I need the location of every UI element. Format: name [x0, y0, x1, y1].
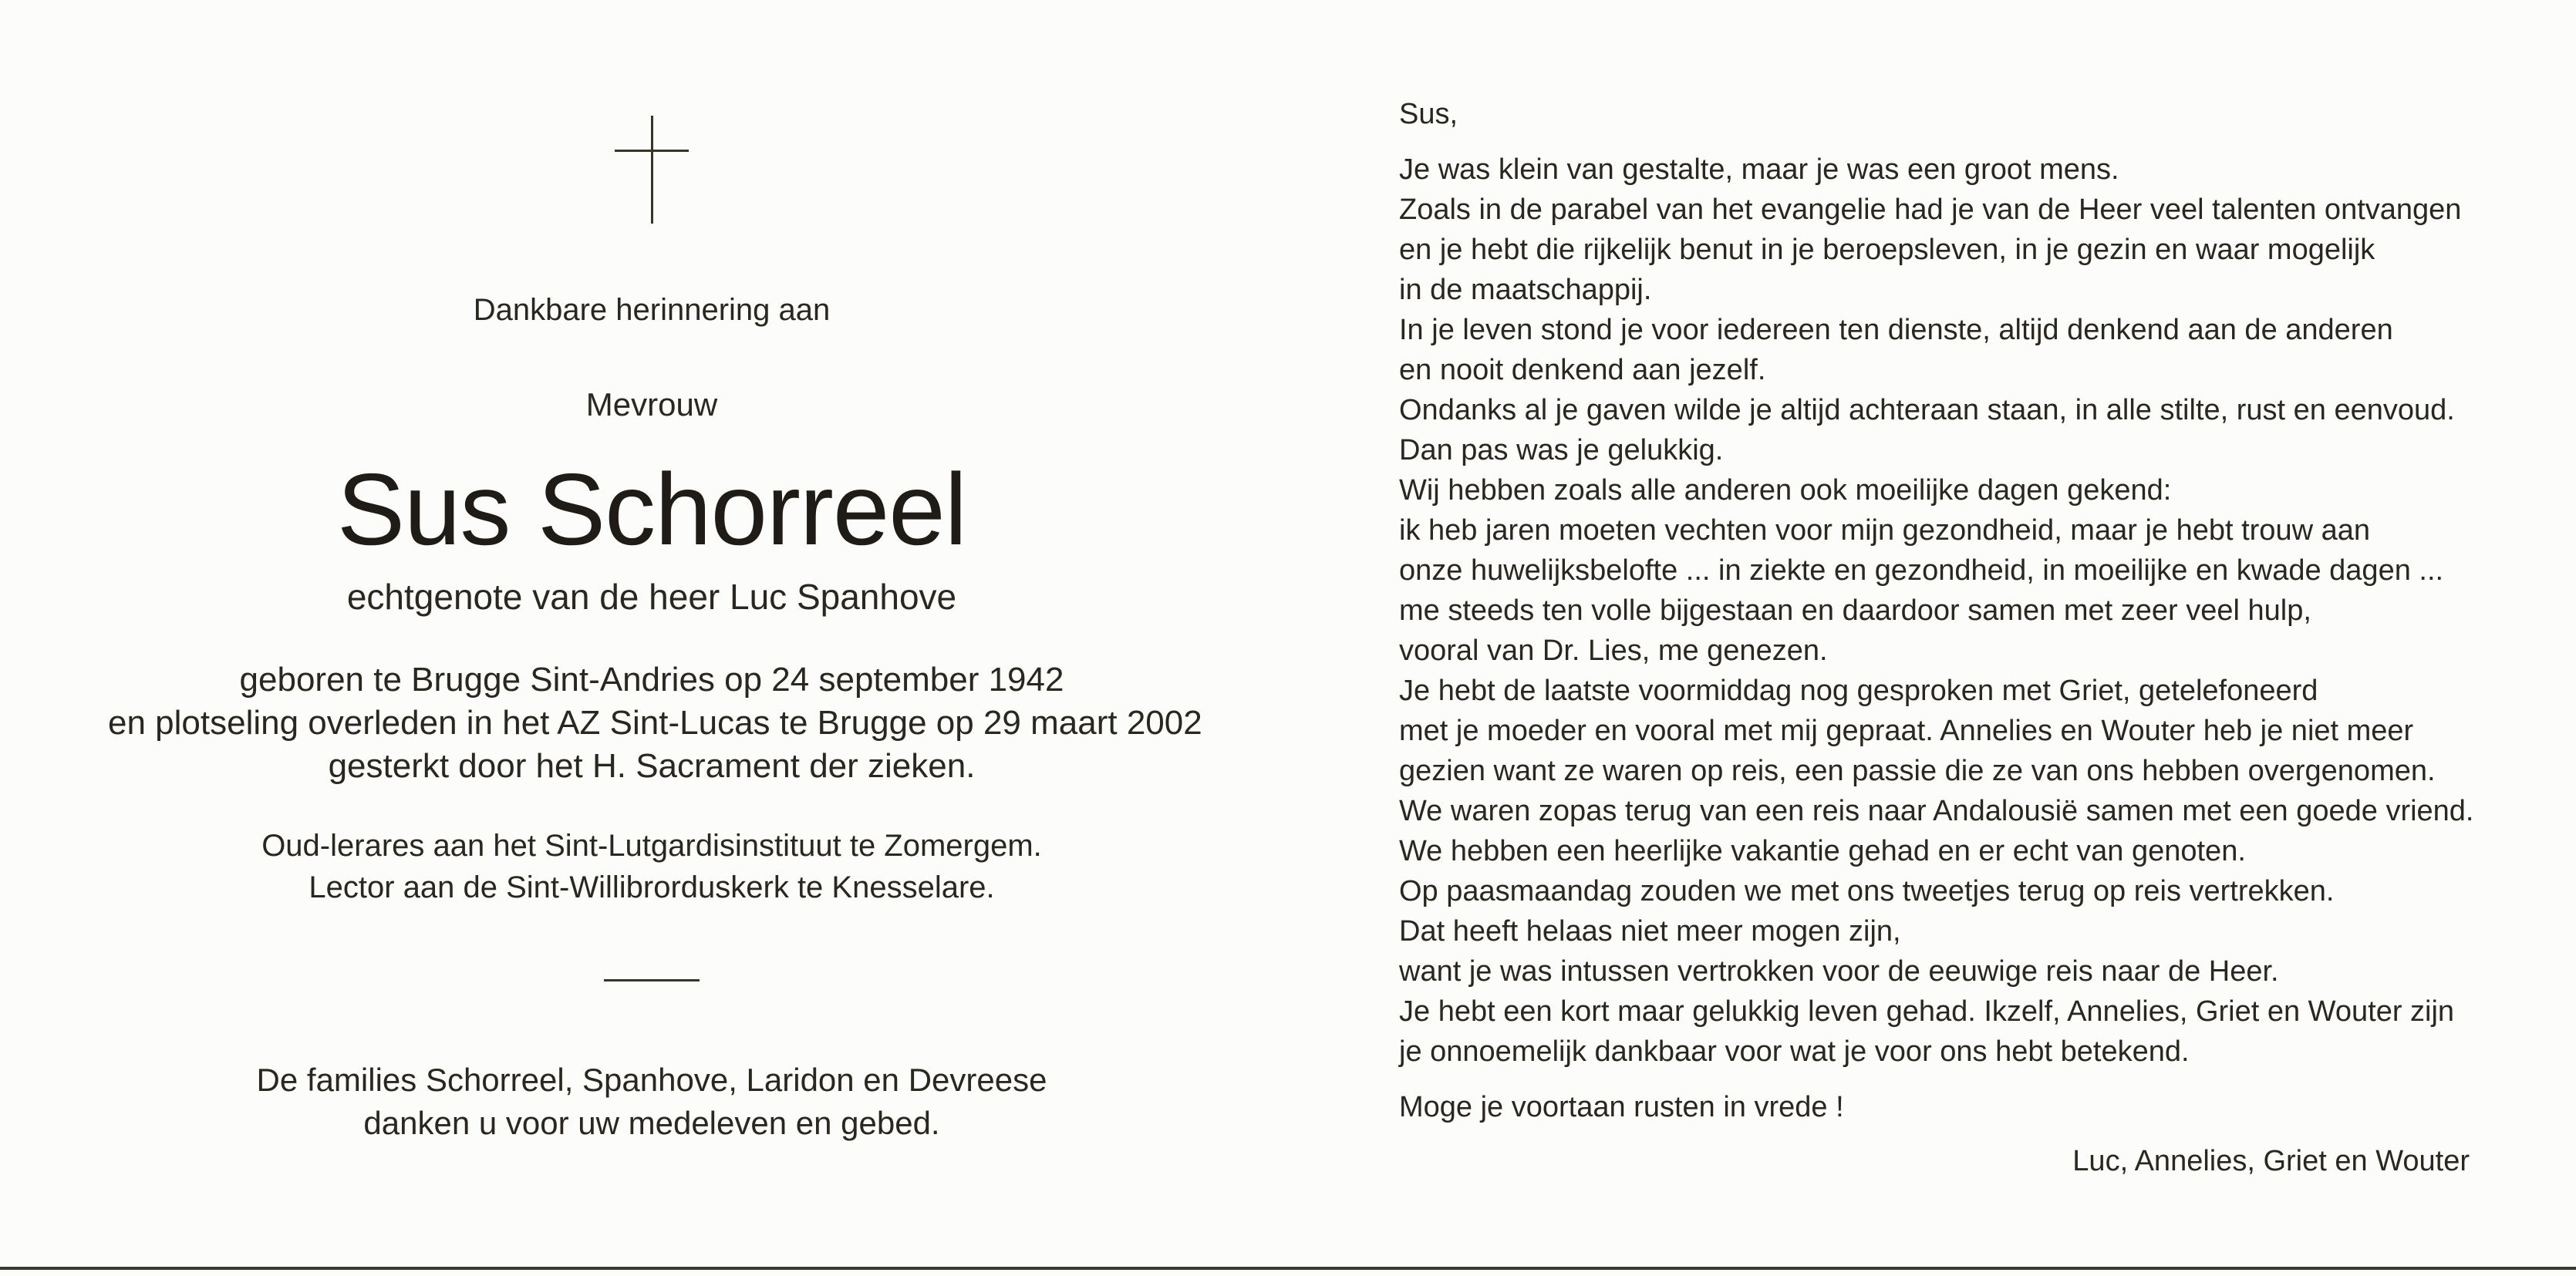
letter-line: vooral van Dr. Lies, me genezen.	[1399, 635, 1828, 667]
cross-icon	[615, 116, 689, 224]
bottom-border	[0, 1267, 2576, 1270]
honorific: Mevrouw	[585, 386, 718, 423]
letter-line: We waren zopas terug van een reis naar Andalousië samen met een goede vriend.	[1399, 795, 2474, 827]
letter-line: Ondanks al je gaven wilde je altijd achteraan staan, in alle stilte, rust en eenvoud.	[1399, 394, 2455, 426]
letter-line: Je hebt de laatste voormiddag nog gesproken met Griet, getelefoneerd	[1399, 675, 2318, 707]
letter-line: me steeds ten volle bijgestaan en daardoor samen met zeer veel hulp,	[1399, 594, 2311, 627]
letter-line: Je hebt een kort maar gelukkig leven gehad. Ikzelf, Annelies, Griet en Wouter zijn	[1399, 995, 2455, 1028]
closing-line: Moge je voortaan rusten in vrede !	[1399, 1091, 1844, 1123]
letter-line: onze huwelijksbelofte ... in ziekte en gezondheid, in moeilijke en kwade dagen ...	[1399, 554, 2444, 587]
letter-line: in de maatschappij.	[1399, 274, 1652, 306]
intro-text: Dankbare herinnering aan	[473, 293, 831, 327]
thanks-line: De families Schorreel, Spanhove, Laridon en Devreese	[256, 1062, 1047, 1098]
letter-line: en je hebt die rijkelijk benut in je beroepsleven, in je gezin en waar mogelijk	[1399, 234, 2375, 266]
career-block	[108, 825, 1195, 908]
letter-body	[1399, 150, 2479, 1072]
letter-line: Zoals in de parabel van het evangelie had je van de Heer veel talenten ontvangen	[1399, 194, 2462, 226]
spouse-line: echtgenote van de heer Luc Spanhove	[346, 577, 957, 617]
thanks-line: danken u voor uw medeleven en gebed.	[363, 1105, 940, 1141]
letter-line: gezien want ze waren op reis, een passie die ze van ons hebben overgenomen.	[1399, 755, 2436, 787]
letter-line: Je was klein van gestalte, maar je was een groot mens.	[1399, 153, 2119, 186]
right-panel	[1399, 94, 2479, 1181]
letter-line: met je moeder en vooral met mij gepraat. Annelies en Wouter heb je niet meer	[1399, 715, 2414, 747]
letter-line: We hebben een heerlijke vakantie gehad en er echt van genoten.	[1399, 835, 2246, 867]
death-line: en plotseling overleden in het AZ Sint-Lucas te Brugge op 29 maart 2002	[108, 704, 1202, 742]
left-panel	[108, 116, 1202, 1145]
letter-line: Op paasmaandag zouden we met ons tweetjes terug op reis vertrekken.	[1399, 875, 2335, 907]
letter-line: en nooit denkend aan jezelf.	[1399, 354, 1766, 386]
career-line: Lector aan de Sint-Willibrorduskerk te Knesselare.	[309, 870, 995, 904]
career-line: Oud-lerares aan het Sint-Lutgardisinstituut te Zomergem.	[261, 829, 1042, 863]
deceased-name: Sus Schorreel	[336, 453, 967, 566]
letter-line: je onnoemelijk dankbaar voor wat je voor ons hebt betekend.	[1399, 1035, 2190, 1068]
letter-line: Dat heeft helaas niet meer mogen zijn,	[1399, 915, 1901, 948]
letter-line: In je leven stond je voor iedereen ten dienste, altijd denkend aan de anderen	[1399, 314, 2393, 346]
birth-line: geboren te Brugge Sint-Andries op 24 september 1942	[239, 661, 1064, 699]
dates-block	[108, 658, 1202, 788]
letter-line: Dan pas was je gelukkig.	[1399, 434, 1724, 466]
signature: Luc, Annelies, Griet en Wouter	[2072, 1145, 2470, 1177]
letter-line: Wij hebben zoals alle anderen ook moeilijke dagen gekend:	[1399, 474, 2172, 507]
divider	[604, 979, 700, 981]
greeting: Sus,	[1399, 98, 1458, 130]
letter-line: ik heb jaren moeten vechten voor mijn gezondheid, maar je hebt trouw aan	[1399, 514, 2370, 547]
sacrament-line: gesterkt door het H. Sacrament der zieken.	[328, 747, 976, 785]
thanks-block	[108, 1059, 1195, 1145]
letter-line: want je was intussen vertrokken voor de eeuwige reis naar de Heer.	[1399, 955, 2279, 988]
